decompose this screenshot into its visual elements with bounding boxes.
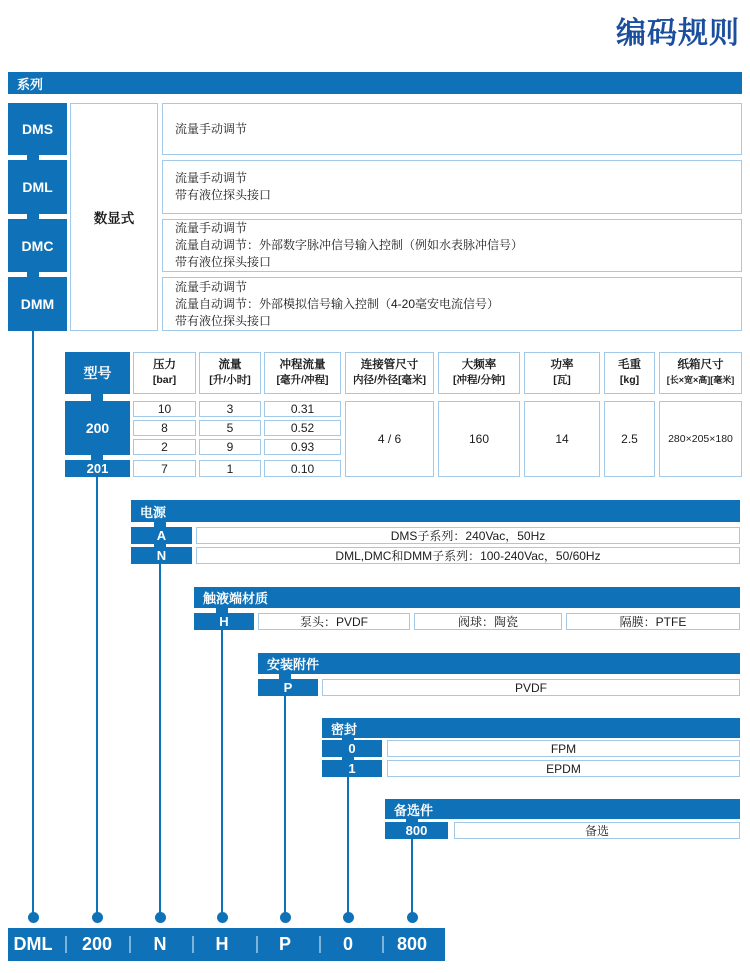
connector-dot [28, 912, 39, 923]
wetted-code-h: H [194, 613, 254, 630]
connector-dot [155, 912, 166, 923]
desc-line: 带有液位探头接口 [175, 255, 272, 269]
header-stroke-volume [264, 352, 341, 394]
connector-dot [217, 912, 228, 923]
header-line: 冲程流量 [279, 359, 326, 371]
power-code-n: N [131, 547, 192, 564]
table-cell: 0.93 [264, 439, 341, 455]
table-cell: 10 [133, 401, 196, 417]
code-segment: N [153, 934, 167, 954]
mounting-desc: PVDF [322, 679, 740, 696]
header-carton [659, 352, 742, 394]
code-segment: H [215, 934, 229, 954]
code-separator [382, 936, 384, 953]
desc-line: 流量自动调节：外部数字脉冲信号输入控制（例如水表脉冲信号） [175, 238, 524, 252]
mounting-section-label: 安装附件 [267, 657, 320, 672]
series-code-dmm: DMM [8, 277, 67, 331]
seal-desc-epdm: EPDM [387, 760, 740, 777]
code-segment: DML [13, 934, 53, 954]
desc-line: 带有液位探头接口 [175, 313, 272, 328]
page-title: 编码规则 [616, 17, 740, 50]
table-cell-weight: 2.5 [604, 401, 655, 477]
power-section-label: 电源 [140, 504, 167, 520]
table-cell: 0.52 [264, 420, 341, 436]
header-line: 大频率 [461, 359, 497, 371]
seal-section-label: 密封 [331, 721, 358, 737]
desc-line: 带有液位探头接口 [175, 188, 272, 202]
header-weight [604, 352, 655, 394]
table-cell-max-freq: 160 [438, 401, 520, 477]
desc-line: 流量手动调节 [175, 279, 248, 294]
header-line: 毛重 [618, 359, 641, 371]
seal-code-0: 0 [322, 740, 382, 757]
power-desc-n: DML,DMC和DMM子系列：100-240Vac，50/60Hz [196, 547, 740, 564]
display-type-cell: 数显式 [70, 103, 158, 331]
header-line: [bar] [152, 374, 177, 386]
table-cell: 5 [199, 420, 261, 436]
header-line: 功率 [550, 359, 574, 371]
mounting-code-p: P [258, 679, 318, 696]
connector-line-series [32, 331, 34, 913]
power-section-bar [131, 500, 740, 522]
model-label-box: 型号 [65, 352, 130, 394]
code-segment: 800 [396, 934, 428, 954]
connector-line-wetted [221, 630, 223, 913]
header-line: [升/小时] [209, 374, 251, 386]
mounting-section-bar [258, 653, 740, 674]
table-cell-power: 14 [524, 401, 600, 477]
table-cell: 9 [199, 439, 261, 455]
header-line: [长×宽×高][毫米] [666, 375, 735, 385]
options-section-label: 备选件 [394, 802, 434, 818]
table-cell: 8 [133, 420, 196, 436]
model-201-box: 201 [65, 460, 130, 477]
header-line: [瓦] [553, 374, 571, 386]
wetted-diaphragm: 隔膜：PTFE [566, 613, 740, 630]
wetted-section-label: 触液端材质 [203, 591, 269, 606]
desc-line: 流量自动调节：外部模拟信号输入控制（4-20毫安电流信号） [175, 296, 500, 311]
header-line: [冲程/分钟] [453, 374, 505, 386]
desc-line: 流量手动调节 [175, 121, 248, 136]
series-desc-dms [162, 103, 742, 155]
header-line: [毫升/冲程] [276, 374, 329, 386]
header-flow [199, 352, 261, 394]
connector-line-mounting [284, 696, 286, 913]
header-line: 内径/外径[毫米] [353, 374, 426, 386]
seal-desc-fpm: FPM [387, 740, 740, 757]
connector-line-seal [347, 777, 349, 913]
power-desc-a: DMS子系列：240Vac，50Hz [196, 527, 740, 544]
code-separator [129, 936, 131, 953]
desc-line: 流量手动调节 [175, 171, 248, 185]
connector-line-power [159, 564, 161, 913]
header-line: 纸箱尺寸 [677, 359, 724, 371]
series-desc-dml [162, 160, 742, 214]
wetted-valve-ball: 阀球：陶瓷 [414, 613, 562, 630]
table-cell: 0.10 [264, 460, 341, 477]
power-code-a: A [131, 527, 192, 544]
code-segment: P [278, 934, 291, 954]
connector-dot [407, 912, 418, 923]
series-section-label: 系列 [17, 76, 44, 92]
table-cell: 1 [199, 460, 261, 477]
header-line: [kg] [619, 374, 640, 386]
connector-line-model [96, 477, 98, 913]
seal-section-bar [322, 718, 740, 738]
connector-dot [92, 912, 103, 923]
code-separator [319, 936, 321, 953]
series-code-dml: DML [8, 160, 67, 214]
header-line: 流量 [218, 359, 242, 371]
code-separator [192, 936, 194, 953]
header-connection [345, 352, 434, 394]
connector-dot [343, 912, 354, 923]
series-code-dmc: DMC [8, 219, 67, 272]
seal-code-1: 1 [322, 760, 382, 777]
code-separator [65, 936, 67, 953]
code-separator [256, 936, 258, 953]
header-power [524, 352, 600, 394]
header-line: 连接管尺寸 [360, 359, 419, 371]
connector-line-options [411, 839, 413, 913]
table-cell: 0.31 [264, 401, 341, 417]
table-cell: 7 [133, 460, 196, 477]
wetted-pump-head: 泵头：PVDF [258, 613, 410, 630]
options-code-800: 800 [385, 822, 448, 839]
desc-line: 流量手动调节 [175, 221, 248, 235]
header-line: 压力 [153, 359, 176, 371]
series-desc-dmm [162, 277, 742, 331]
connector-dot [280, 912, 291, 923]
code-segment: 200 [81, 934, 113, 954]
series-section-bar [8, 72, 742, 94]
series-desc-dmc [162, 219, 742, 272]
table-cell-carton: 280×205×180 [659, 401, 742, 477]
series-code-dms: DMS [8, 103, 67, 155]
header-max-frequency [438, 352, 520, 394]
example-code-bar [8, 928, 445, 961]
options-section-bar [385, 799, 740, 819]
header-pressure [133, 352, 196, 394]
table-cell-connection: 4 / 6 [345, 401, 434, 477]
code-segment: 0 [342, 934, 353, 954]
options-desc: 备选 [454, 822, 740, 839]
wetted-section-bar [194, 587, 740, 608]
table-cell: 3 [199, 401, 261, 417]
connector-tab [91, 394, 103, 401]
table-cell: 2 [133, 439, 196, 455]
model-200-box: 200 [65, 401, 130, 455]
